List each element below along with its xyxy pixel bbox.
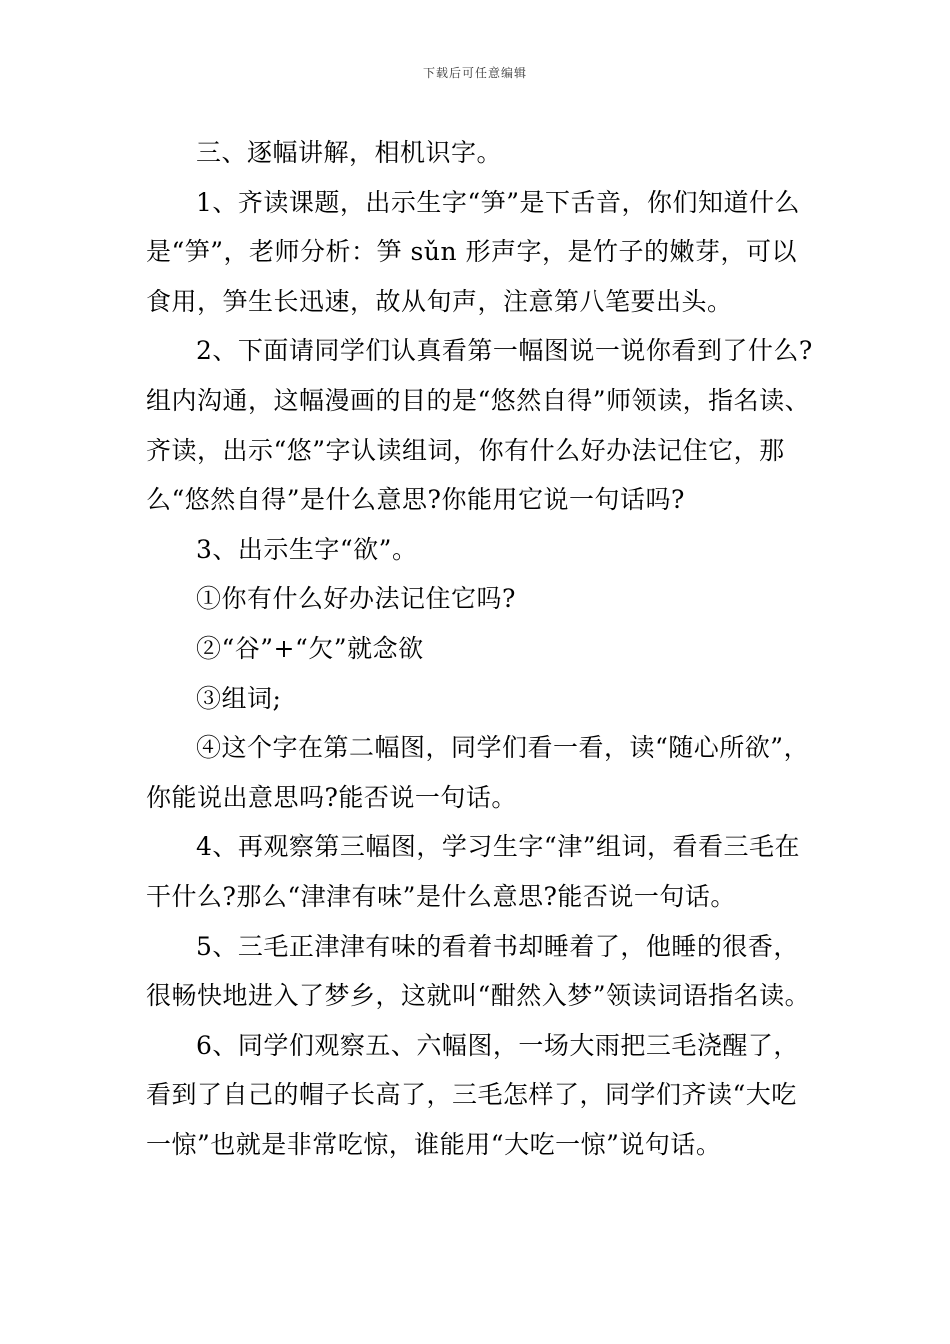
paragraph-item-1: 1、齐读课题，出示生字“笋”是下舌音，你们知道什么是“笋”，老师分析：笋 sǔn 形声字，是竹子的嫩芽，可以食用，笋生长迅速，故从旬声，注意第八笔要出头。	[146, 187, 800, 316]
paragraph-sub-3: ③组词;	[196, 683, 282, 713]
paragraph-sub-4: ④这个字在第二幅图，同学们看一看，读“随心所欲”，你能说出意思吗?能否说一句话。	[146, 733, 810, 812]
document-body	[146, 128, 814, 1169]
paragraph-sub-2: ②“谷”+“欠”就念欲	[196, 633, 424, 663]
paragraph-item-5: 5、三毛正津津有味的看着书却睡着了，他睡的很香，很畅快地进入了梦乡，这就叫“酣然入梦”领读词语指名读。	[146, 931, 811, 1011]
paragraph-item-6: 6、同学们观察五、六幅图，一场大雨把三毛浇醒了，看到了自己的帽子长高了，三毛怎样了，同学们齐读“大吃一惊”也就是非常吃惊，谁能用“大吃一惊”说句话。	[146, 1030, 799, 1159]
paragraph-section-three: 三、逐幅讲解，相机识字。	[196, 138, 503, 167]
page-header-note: 下载后可任意编辑	[422, 66, 527, 80]
paragraph-sub-1: ①你有什么好办法记住它吗?	[196, 584, 516, 614]
paragraph-item-3: 3、出示生字“欲”。	[196, 534, 418, 564]
paragraph-item-4: 4、再观察第三幅图，学习生字“津”组词，看看三毛在干什么?那么“津津有味”是什么意思?能否说一句话。	[146, 832, 800, 911]
paragraph-item-2: 2、下面请同学们认真看第一幅图说一说你看到了什么?组内沟通，这幅漫画的目的是“悠然自得”师领读，指名读、齐读，出示“悠”字认读组词，你有什么好办法记住它，那么“悠然自得”是什么意思?你能用它说一句话吗?	[146, 336, 813, 515]
